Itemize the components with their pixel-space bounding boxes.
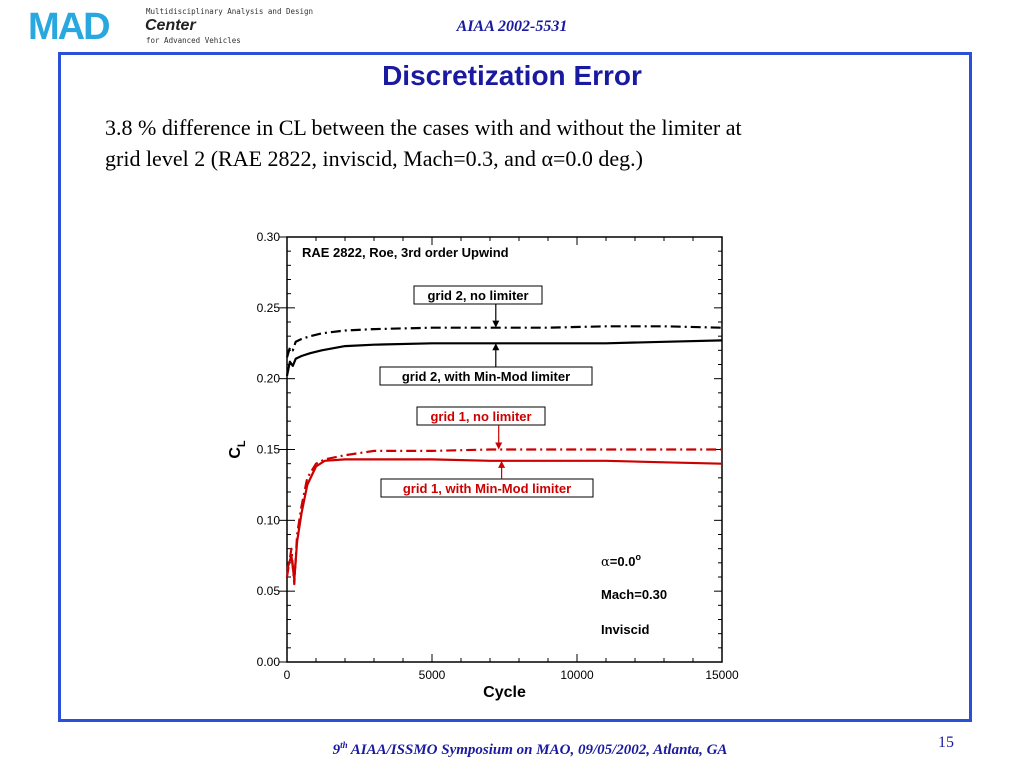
- x-tick-label: 10000: [560, 668, 594, 682]
- chart-title: RAE 2822, Roe, 3rd order Upwind: [302, 245, 509, 260]
- y-tick-label: 0.25: [256, 300, 280, 315]
- y-tick-label: 0.00: [256, 655, 280, 669]
- annotation-label: grid 1, no limiter: [430, 409, 532, 424]
- footer-ordinal-number: 9: [332, 742, 341, 758]
- condition-mach: Mach=0.30: [601, 587, 668, 602]
- x-tick-label: 0: [283, 668, 291, 682]
- x-tick-label: 15000: [705, 668, 739, 682]
- slide-title: Discretization Error: [382, 60, 642, 91]
- annotation-label: grid 1, with Min-Mod limiter: [402, 481, 572, 496]
- y-tick-label: 0.30: [256, 230, 280, 244]
- degree-symbol: o: [635, 552, 641, 562]
- logo-mad-text: MAD: [28, 6, 109, 48]
- condition-alpha: [601, 552, 641, 570]
- x-axis-title: Cycle: [483, 684, 526, 701]
- paper-id: AIAA 2002-5531: [456, 18, 568, 35]
- logo-subtitle-line3: for Advanced Vehicles: [146, 36, 241, 45]
- alpha-value: =0.0: [609, 554, 636, 569]
- footer-ordinal-suffix: th: [340, 740, 348, 750]
- description-line-2: grid level 2 (RAE 2822, inviscid, Mach=0.3, and α=0.0 deg.): [105, 146, 643, 171]
- condition-inviscid: Inviscid: [601, 622, 650, 637]
- y-axis-title-subscript: L: [236, 440, 248, 448]
- annotation-label: grid 2, no limiter: [427, 288, 529, 303]
- alpha-symbol: α: [601, 555, 610, 570]
- y-tick-label: 0.05: [256, 584, 280, 599]
- y-axis-title: [227, 440, 248, 459]
- logo-center-text: Center: [145, 17, 196, 34]
- series-line: [287, 459, 722, 579]
- logo-subtitle-line1: Multidisciplinary Analysis and Design: [146, 7, 314, 16]
- annotation-label: grid 2, with Min-Mod limiter: [401, 369, 571, 384]
- footer-text: AIAA/ISSMO Symposium on MAO, 09/05/2002, Atlanta, GA: [347, 742, 728, 758]
- series-line: [287, 450, 722, 585]
- y-tick-label: 0.10: [256, 513, 280, 528]
- y-tick-label: 0.15: [256, 442, 280, 457]
- page-number: 15: [938, 734, 954, 751]
- x-tick-label: 5000: [418, 668, 446, 682]
- footer: [0, 740, 1024, 759]
- description-line-1: 3.8 % difference in CL between the cases with and without the limiter at: [105, 115, 742, 140]
- y-axis-title-main: C: [227, 447, 244, 459]
- y-tick-label: 0.20: [256, 371, 280, 386]
